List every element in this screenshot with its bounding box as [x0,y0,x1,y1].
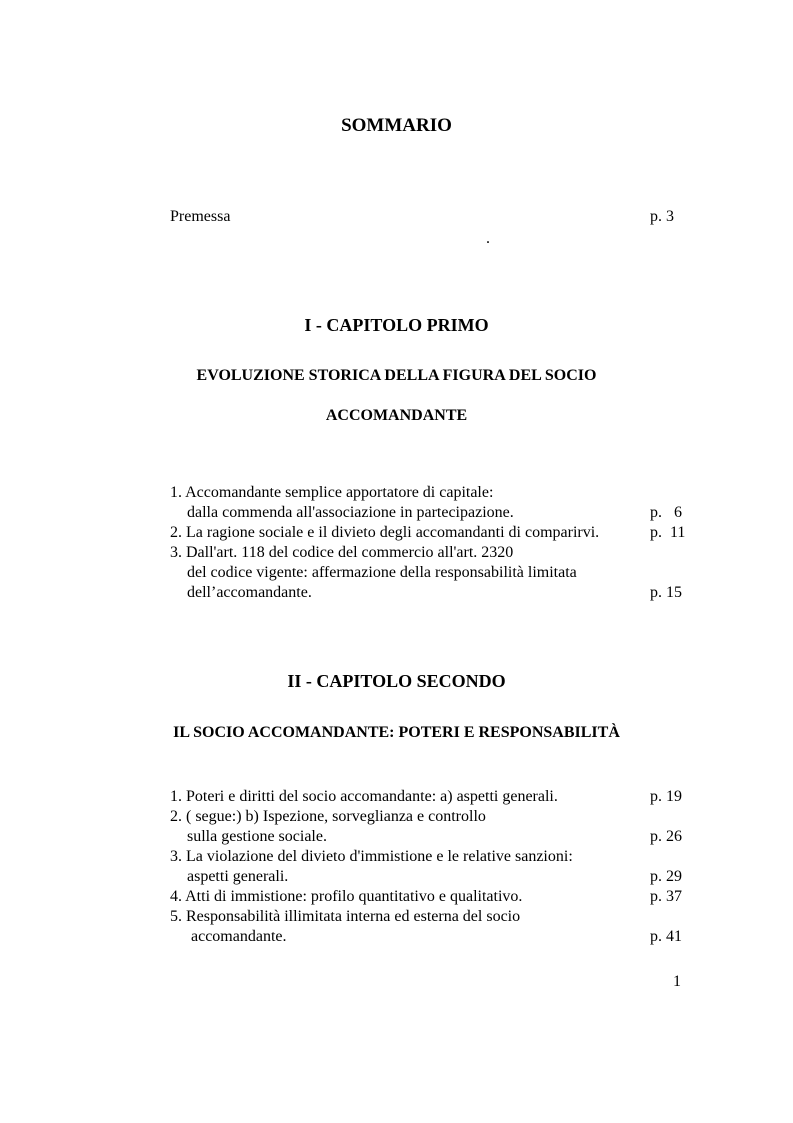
ch2-entry1-page: p. 19 [650,788,682,805]
chapter2-heading: II - CAPITOLO SECONDO [287,671,506,691]
ch1-entry3-page: p. 15 [650,584,682,601]
ch2-entry5-line2: accomandante. [191,928,287,945]
ch2-entry4-line1: 4. Atti di immistione: profilo quantitativo e qualitativo. [170,888,523,905]
stray-dot: . [486,230,490,247]
chapter1-subtitle-line2: ACCOMANDANTE [325,407,468,424]
ch1-entry1-line2: dalla commenda all'associazione in partecipazione. [187,504,514,521]
ch1-entry3-line3: dell’accomandante. [187,584,312,601]
document-title: SOMMARIO [341,115,452,136]
ch2-entry1-line1: 1. Poteri e diritti del socio accomandante: a) aspetti generali. [170,788,558,805]
ch2-entry2-line1: 2. ( segue:) b) Ispezione, sorveglianza e controllo [170,808,486,825]
ch2-entry3-page: p. 29 [650,868,682,885]
page-number: 1 [673,973,681,990]
ch1-entry3-line2: del codice vigente: affermazione della responsabilità limitata [187,564,577,581]
chapter1-subtitle-line1: EVOLUZIONE STORICA DELLA FIGURA DEL SOCIO [196,367,597,384]
ch2-entry2-line2: sulla gestione sociale. [187,828,327,845]
ch2-entry3-line2: aspetti generali. [187,868,289,885]
ch2-entry3-line1: 3. La violazione del divieto d'immistione e le relative sanzioni: [170,848,573,865]
ch1-entry3-line1: 3. Dall'art. 118 del codice del commercio all'art. 2320 [170,544,514,561]
chapter2-subtitle: IL SOCIO ACCOMANDANTE: POTERI E RESPONSABILITÀ [173,724,620,741]
chapter1-heading: I - CAPITOLO PRIMO [304,315,489,335]
premessa-label: Premessa [170,208,231,225]
ch1-entry1-page: p. 6 [650,504,682,521]
ch1-entry1-line1: 1. Accomandante semplice apportatore di capitale: [170,484,494,501]
ch2-entry4-page: p. 37 [650,888,682,905]
ch2-entry2-page: p. 26 [650,828,682,845]
ch1-entry2-page: p. 11 [650,524,686,541]
premessa-page: p. 3 [650,208,674,225]
ch2-entry5-line1: 5. Responsabilità illimitata interna ed esterna del socio [170,908,521,925]
ch1-entry2-line1: 2. La ragione sociale e il divieto degli accomandanti di comparirvi. [170,524,600,541]
ch2-entry5-page: p. 41 [650,928,682,945]
